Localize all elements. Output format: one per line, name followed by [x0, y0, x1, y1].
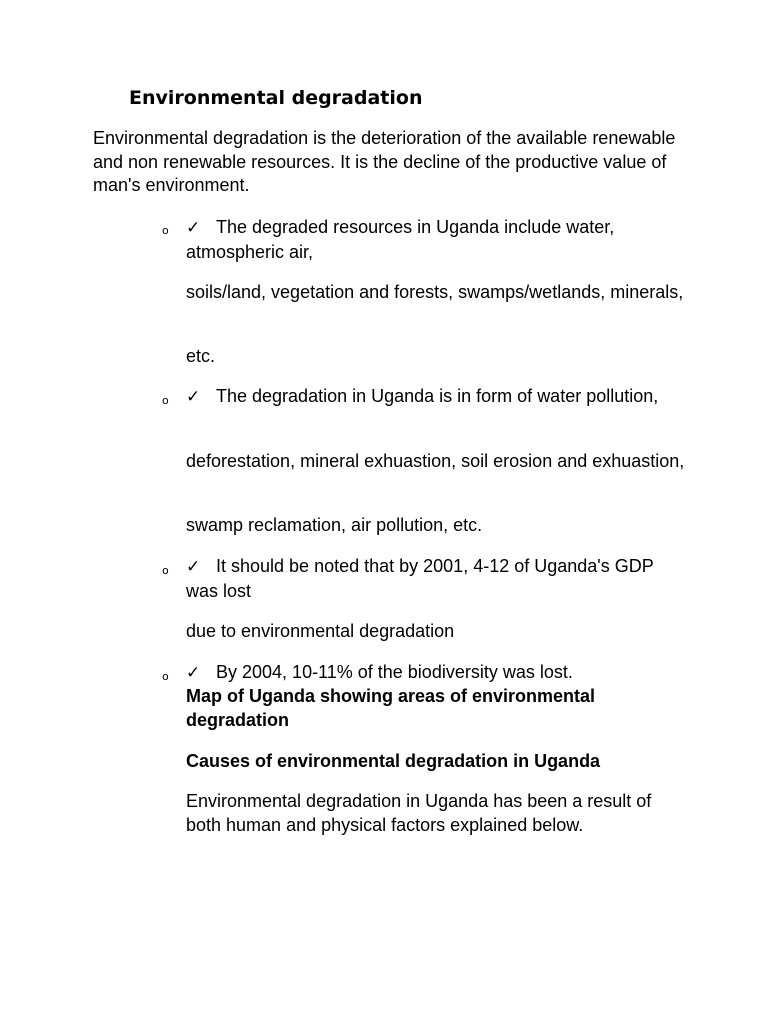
list-item-continuation: due to environmental degradation	[186, 621, 455, 641]
list-item	[186, 661, 686, 686]
bullet-marker: o	[162, 670, 169, 683]
list-item-text: The degraded resources in Uganda include water, atmospheric air,	[186, 217, 615, 262]
list-item-continuation: soils/land, vegetation and forests, swamps/wetlands, minerals,	[186, 282, 684, 302]
bullet-marker: o	[162, 394, 169, 407]
bullet-marker: o	[162, 224, 169, 237]
list-item-text: The degradation in Uganda is in form of water pollution,	[216, 386, 659, 406]
list-item-continuation: deforestation, mineral exhuastion, soil erosion and exhuastion,	[186, 451, 685, 471]
list-item	[186, 555, 686, 603]
checkmark-icon: ✓	[186, 557, 201, 577]
list-item	[186, 385, 686, 410]
list-item	[186, 216, 686, 264]
list-item-text: It should be noted that by 2001, 4-12 of Uganda's GDP was lost	[186, 556, 654, 601]
causes-paragraph: Environmental degradation in Uganda has been a result of both human and physical factors explained below.	[186, 791, 652, 835]
checkmark-icon: ✓	[186, 387, 201, 407]
section-heading: Causes of environmental degradation in Uganda	[186, 751, 601, 771]
bullet-marker: o	[162, 564, 169, 577]
intro-paragraph: Environmental degradation is the deterioration of the available renewable and non renewable resources. It is the decline of the productive value of man's environment.	[93, 128, 676, 195]
list-item-continuation: etc.	[186, 346, 216, 366]
list-item-continuation: swamp reclamation, air pollution, etc.	[186, 515, 483, 535]
list-item-text: By 2004, 10-11% of the biodiversity was lost.	[216, 662, 573, 682]
map-caption: Map of Uganda showing areas of environmental degradation	[186, 686, 596, 730]
page-title: Environmental degradation	[129, 87, 423, 109]
checkmark-icon: ✓	[186, 218, 201, 238]
checkmark-icon: ✓	[186, 663, 201, 683]
